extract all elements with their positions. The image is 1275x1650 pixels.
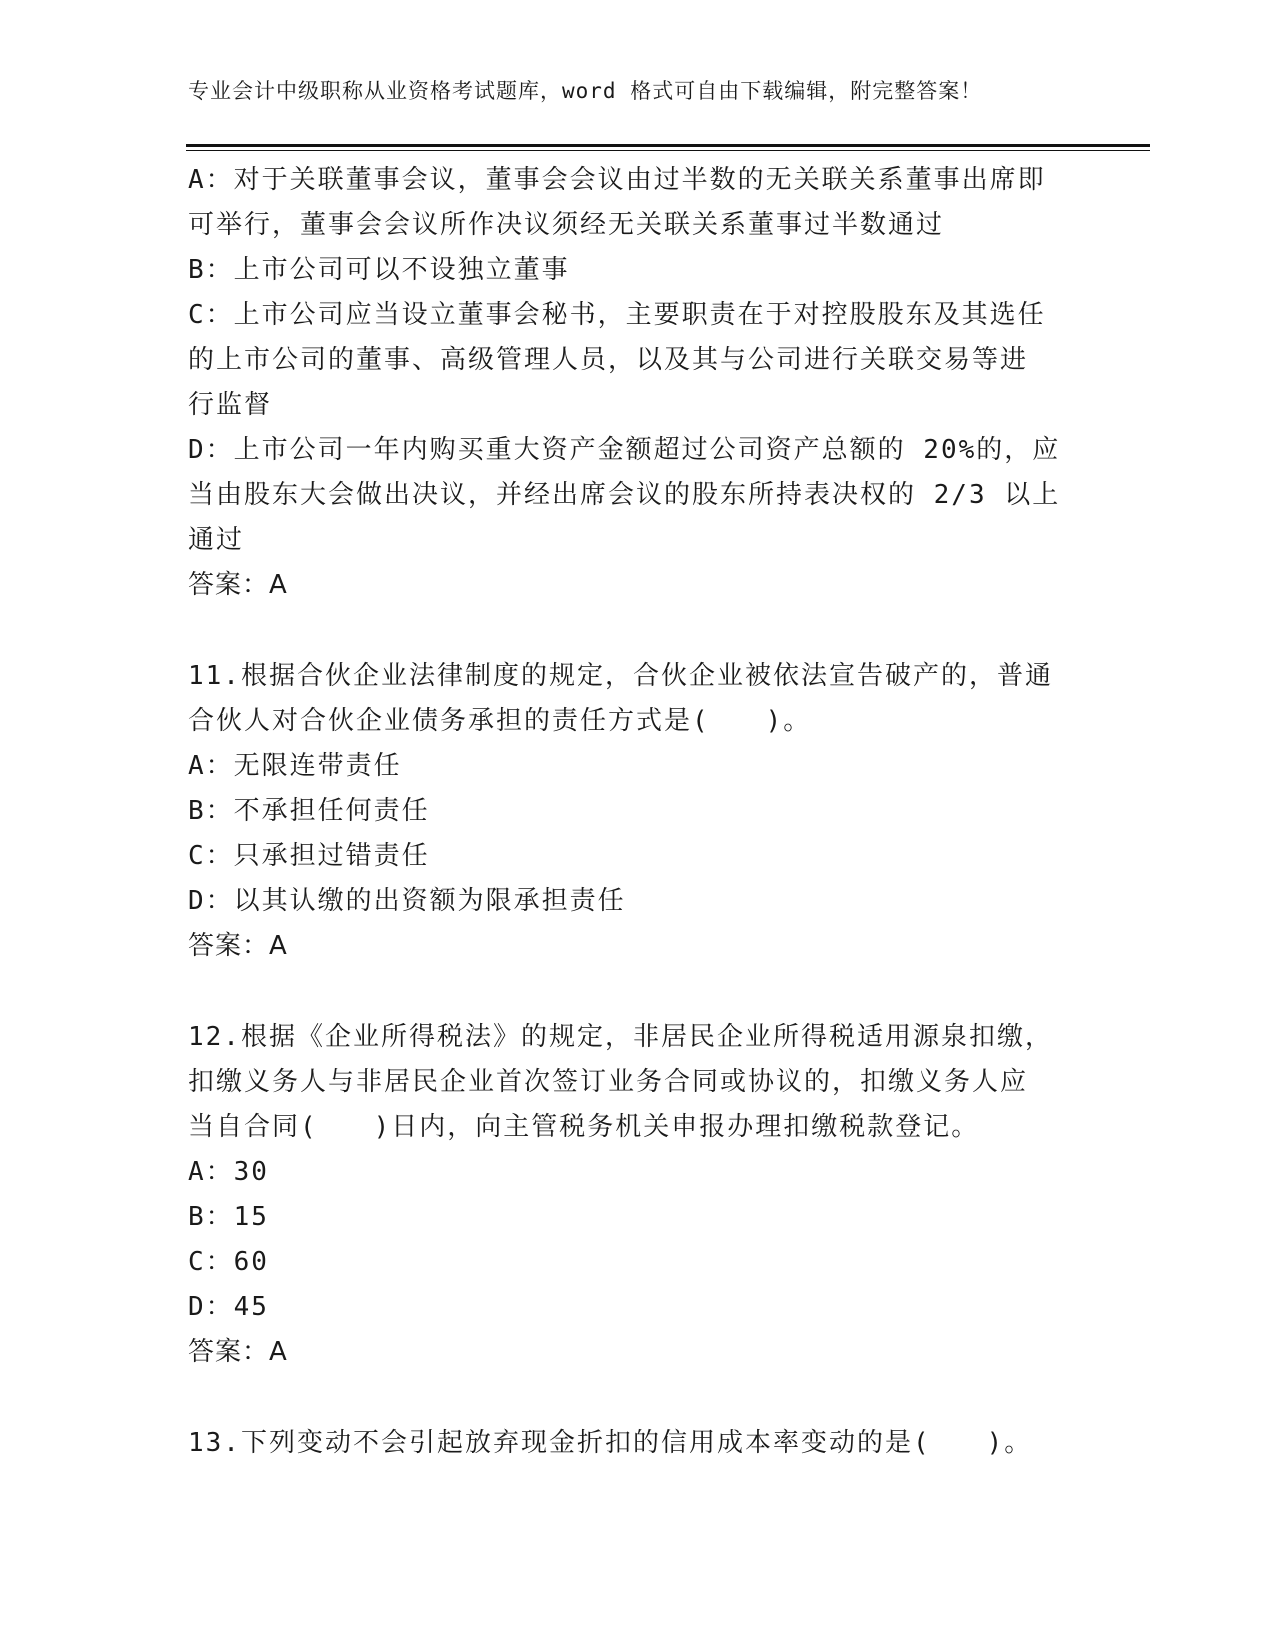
spacer: [188, 969, 1068, 1015]
option-c: C：60: [188, 1247, 269, 1277]
option-b: [188, 248, 1068, 293]
option-a: A：无限连带责任: [188, 751, 402, 781]
option-d: D：以其认缴的出资额为限承担责任: [188, 886, 626, 916]
question-content: [188, 158, 1068, 1466]
option-line: 当由股东大会做出决议，并经出席会议的股东所持表决权的 2/3 以上: [188, 480, 1061, 510]
question-11: [188, 654, 1068, 969]
option-line: A：对于关联董事会议，董事会会议由过半数的无关联关系董事出席即: [188, 165, 1046, 195]
option-a: A：30: [188, 1157, 269, 1187]
option-c: [188, 293, 1068, 428]
option-line: D：上市公司一年内购买重大资产金额超过公司资产总额的 20%的，应: [188, 435, 1061, 465]
option-line: 通过: [188, 525, 245, 555]
question-10: [188, 158, 1068, 608]
option-d: D：45: [188, 1292, 269, 1322]
question-13: [188, 1421, 1068, 1466]
answer: 答案：A: [188, 1337, 288, 1367]
option-d: [188, 428, 1068, 563]
option-a: [188, 158, 1068, 248]
option-c: C：只承担过错责任: [188, 841, 430, 871]
answer: 答案：A: [188, 570, 288, 600]
question-stem: 12.根据《企业所得税法》的规定，非居民企业所得税适用源泉扣缴，: [188, 1022, 1053, 1052]
option-b: B：15: [188, 1202, 269, 1232]
spacer: [188, 1375, 1068, 1421]
option-b: B：不承担任何责任: [188, 796, 430, 826]
option-line: 行监督: [188, 390, 273, 420]
question-12: [188, 1015, 1068, 1375]
option-line: B：上市公司可以不设独立董事: [188, 255, 570, 285]
spacer: [188, 608, 1068, 654]
option-line: 的上市公司的董事、高级管理人员，以及其与公司进行关联交易等进: [188, 345, 1029, 375]
question-stem: 当自合同( )日内，向主管税务机关申报办理扣缴税款登记。: [188, 1112, 980, 1142]
option-line: 可举行，董事会会议所作决议须经无关联关系董事过半数通过: [188, 210, 945, 240]
header-divider: [186, 144, 1150, 151]
question-stem: 合伙人对合伙企业债务承担的责任方式是( )。: [188, 706, 812, 736]
question-stem: 11.根据合伙企业法律制度的规定，合伙企业被依法宣告破产的，普通: [188, 661, 1053, 691]
answer: 答案：A: [188, 931, 288, 961]
question-stem: 扣缴义务人与非居民企业首次签订业务合同或协议的，扣缴义务人应: [188, 1067, 1029, 1097]
page-header: 专业会计中级职称从业资格考试题库，word 格式可自由下载编辑，附完整答案！: [188, 79, 983, 103]
option-line: C：上市公司应当设立董事会秘书，主要职责在于对控股股东及其选任: [188, 300, 1046, 330]
question-stem: 13.下列变动不会引起放弃现金折扣的信用成本率变动的是( )。: [188, 1428, 1033, 1458]
